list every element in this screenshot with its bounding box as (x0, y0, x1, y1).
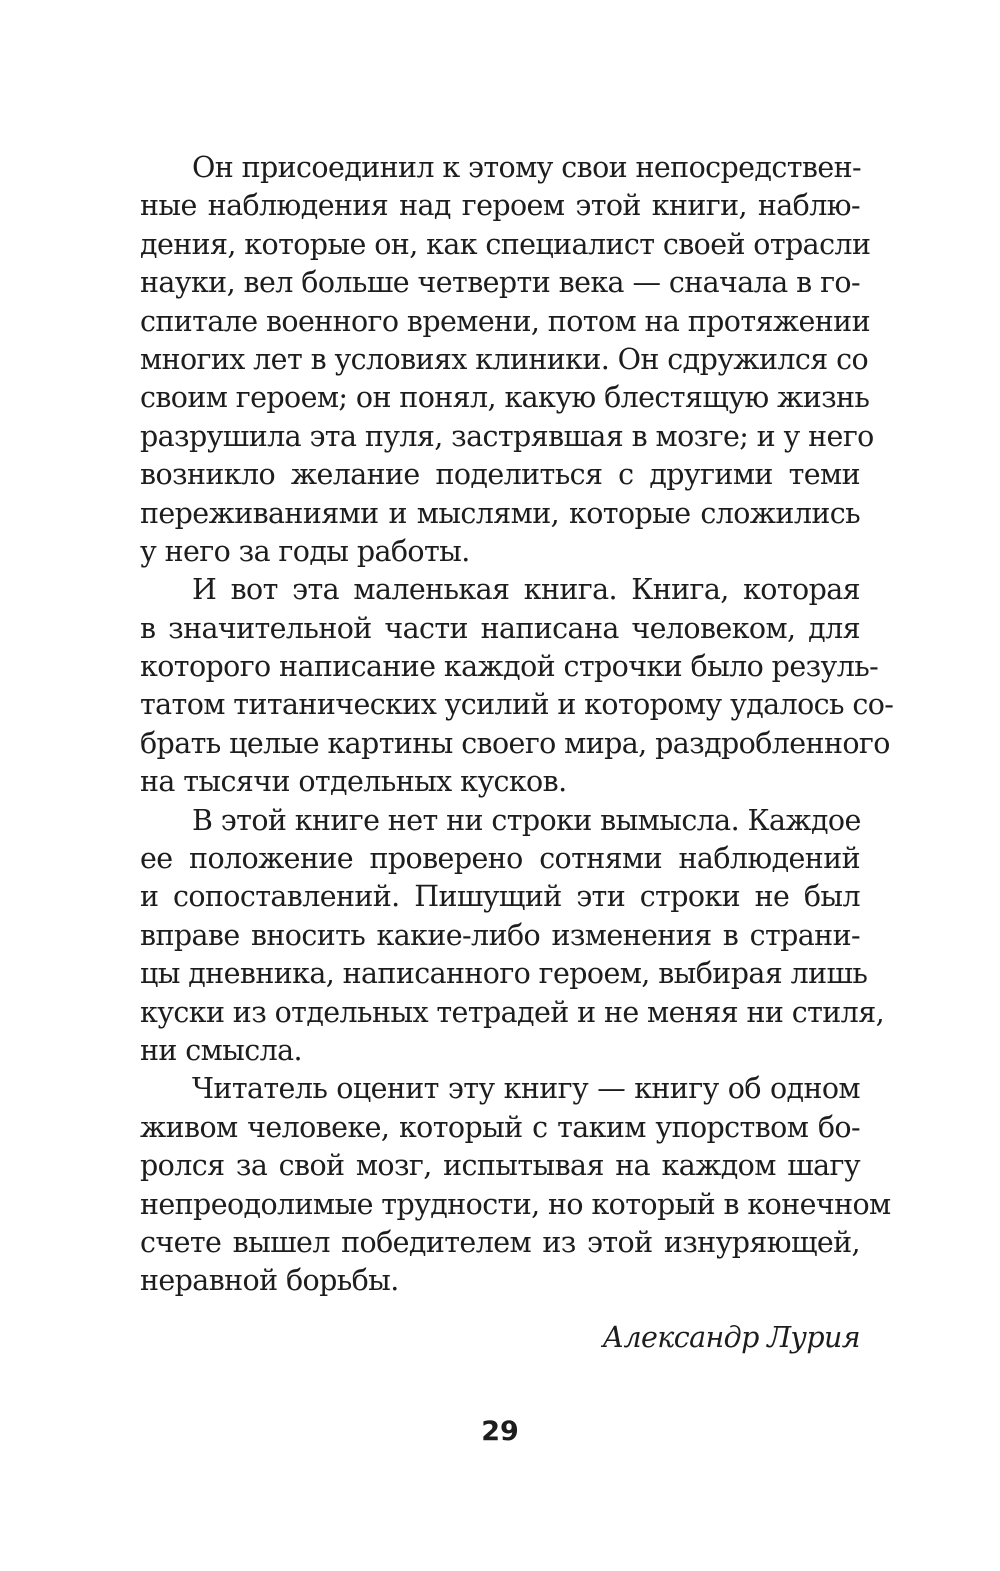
text-line: которого написание каждой строчки было резуль- (140, 650, 879, 684)
text-line: непреодолимые трудности, но который в конечном (140, 1187, 891, 1221)
text-line: счете вышел победителем из этой изнуряющей, (140, 1225, 860, 1259)
paragraph (140, 802, 885, 1071)
text-line: Он присоединил к этому свои непосредствен- (192, 151, 862, 184)
text-line: разрушила эта пуля, застрявшая в мозге; и у него (140, 419, 874, 453)
page-number: 29 (481, 1416, 519, 1447)
text-line: татом титанических усилий и которому удалось со- (140, 688, 894, 722)
text-line: ные наблюдения над героем этой книги, наблю- (140, 189, 860, 223)
author-signature: Александр Лурия (602, 1321, 860, 1354)
text-line: ни смысла. (140, 1033, 302, 1067)
text-line: своим героем; он понял, какую блестящую жизнь (140, 381, 870, 415)
text-line: дения, которые он, как специалист своей отрасли (140, 227, 871, 261)
text-line: ролся за свой мозг, испытывая на каждом шагу (140, 1149, 860, 1183)
text-line: неравной борьбы. (140, 1264, 399, 1298)
text-line: науки, вел больше четверти века — сначала в го- (140, 266, 860, 300)
text-line: у него за годы работы. (140, 534, 470, 568)
paragraph (140, 1070, 891, 1300)
text-line: многих лет в условиях клиники. Он сдружился со (140, 342, 869, 376)
text-line: Читатель оценит эту книгу — книгу об одном (192, 1072, 860, 1106)
text-line: спитале военного времени, потом на протяжении (140, 304, 870, 338)
text-line: куски из отдельных тетрадей и не меняя ни стиля, (140, 995, 885, 1029)
text-line: И вот эта маленькая книга. Книга, которая (192, 573, 860, 607)
text-line: ее положение проверено сотнями наблюдений (140, 842, 860, 876)
text-line: на тысячи отдельных кусков. (140, 765, 567, 799)
text-line: и сопоставлений. Пишущий эти строки не был (140, 880, 860, 914)
paragraph (140, 571, 894, 801)
text-line: возникло желание поделиться с другими теми (140, 458, 860, 492)
paragraph (140, 149, 874, 571)
text-line: В этой книге нет ни строки вымысла. Каждое (192, 803, 861, 837)
text-line: брать целые картины своего мира, раздробленного (140, 726, 890, 760)
text-line: вправе вносить какие-либо изменения в страни- (140, 918, 860, 952)
text-line: цы дневника, написанного героем, выбирая лишь (140, 957, 868, 991)
body-text (140, 149, 894, 1301)
text-line: переживаниями и мыслями, которые сложились (140, 496, 860, 530)
text-line: живом человеке, который с таким упорством бо- (140, 1110, 860, 1144)
text-line: в значительной части написана человеком, для (140, 611, 860, 645)
